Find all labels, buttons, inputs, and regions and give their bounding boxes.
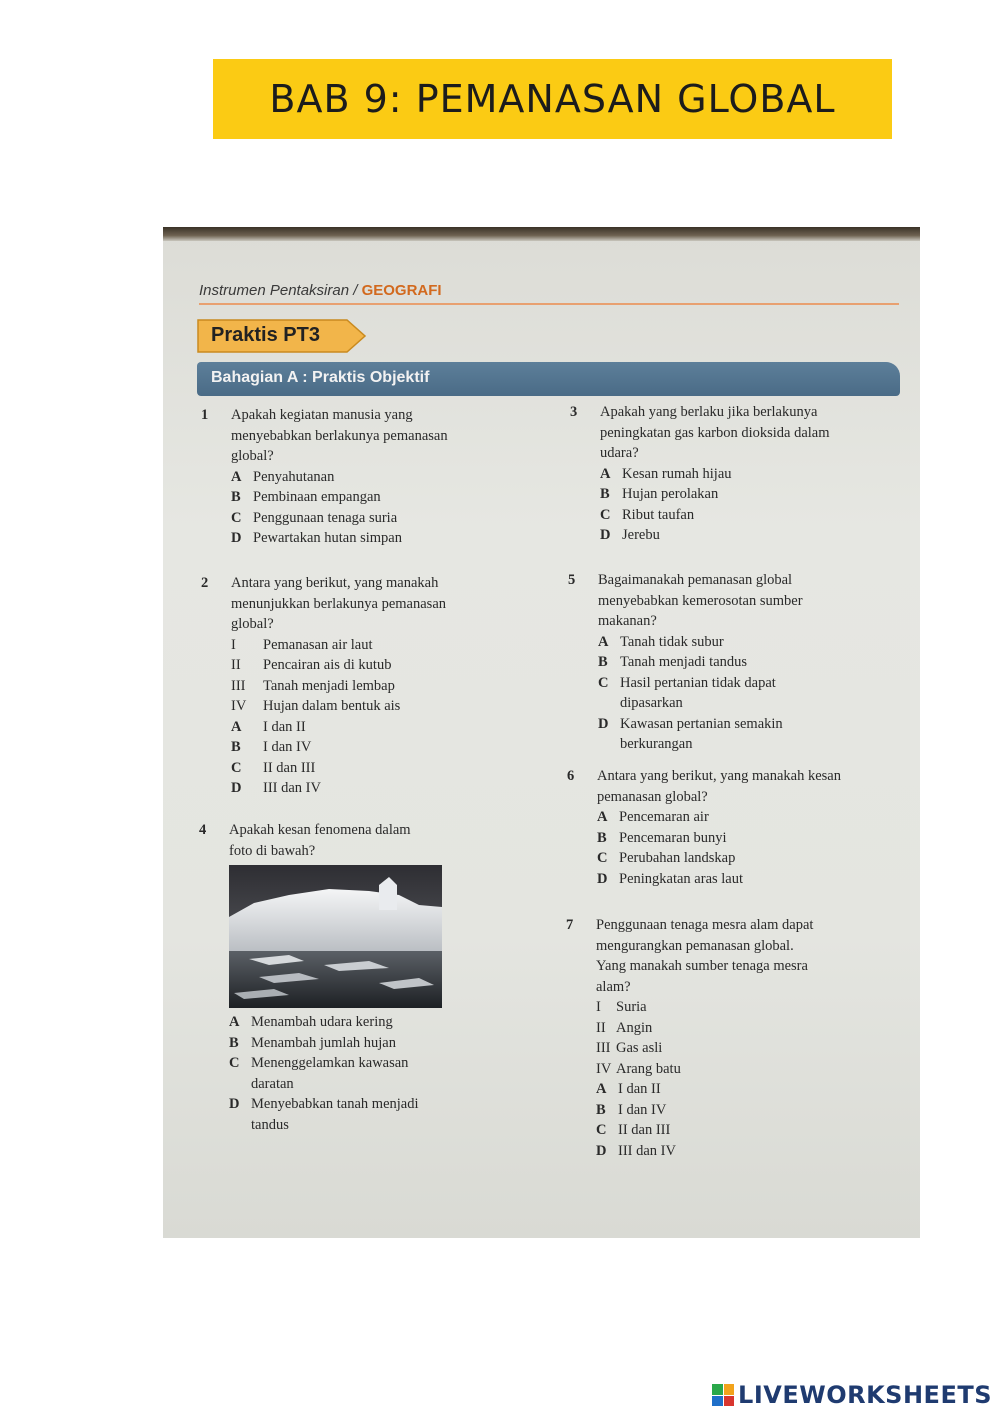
statement-text: Pemanasan air laut [263,636,373,653]
option-c[interactable] [596,1120,896,1141]
question-stem: Penggunaan tenaga mesra alam dapat mengurangkan pemanasan global. Yang manakah sumber tenaga mesra alam? [596,917,814,995]
option-letter: B [597,829,607,846]
option-letter: C [597,850,608,866]
statement-numeral: I [231,636,236,653]
option-text: I dan II [618,1081,661,1097]
option-text: Menambah jumlah hujan [251,1034,396,1051]
option-text: I dan IV [618,1101,667,1118]
praktis-label: Praktis PT3 [211,324,320,346]
question-1 [201,405,531,549]
option-c[interactable] [231,508,531,529]
option-text: II dan III [618,1122,671,1138]
option-letter: B [231,489,241,505]
option-text: III dan IV [618,1142,676,1159]
worksheet-title: BAB 9: PEMANASAN GLOBAL [269,77,836,121]
question-stem: Antara yang berikut, yang manakah menunjukkan berlakunya pemanasan global? [231,575,447,632]
textbook-page-photo [163,227,920,1238]
option-letter: D [231,530,242,546]
option-text: Tanah menjadi tandus [620,654,748,670]
option-d[interactable] [600,525,900,546]
option-d[interactable] [231,778,531,799]
statement-i [231,635,531,656]
option-text: Hasil pertanian tidak dapat dipasarkan [620,674,776,711]
option-letter: A [598,633,609,650]
option-a[interactable] [596,1079,896,1100]
option-b[interactable] [600,484,900,505]
option-d[interactable] [596,1141,896,1162]
option-letter: B [600,486,610,502]
option-a[interactable] [231,717,531,738]
option-letter: D [598,715,609,732]
option-d[interactable] [597,869,897,890]
statement-numeral: I [596,999,601,1015]
statement-numeral: III [231,677,246,694]
question-number: 2 [201,575,209,591]
question-stem: Apakah kegiatan manusia yang menyebabkan berlakunya pemanasan global? [231,407,448,464]
running-header [199,282,442,299]
option-text: Menambah udara kering [251,1014,393,1030]
option-text: Menenggelamkan kawasan daratan [251,1055,409,1092]
question-2 [201,573,531,799]
praktis-tag [197,319,367,353]
option-text: Perubahan landskap [619,850,736,866]
statement-text: Gas asli [616,1040,663,1056]
option-letter: C [229,1055,240,1071]
option-text: Pencemaran bunyi [619,829,727,846]
statement-numeral: II [596,1019,606,1036]
option-text: Ribut taufan [622,506,695,523]
statement-text: Arang batu [616,1060,681,1077]
option-letter: A [600,465,611,482]
question-stem: Antara yang berikut, yang manakah kesan pemanasan global? [597,768,841,805]
option-text: Menyebabkan tanah menjadi tandus [251,1096,419,1133]
option-letter: C [596,1122,607,1138]
glacier-photo [229,865,442,1008]
option-d[interactable] [231,528,531,549]
option-c[interactable] [597,848,897,869]
option-d[interactable] [229,1094,529,1135]
statement-iv [231,696,531,717]
option-text: Kawasan pertanian semakin berkurangan [620,715,783,752]
statement-iii [231,676,531,697]
option-text: I dan IV [263,739,312,755]
option-letter: A [231,718,242,735]
section-bar [197,362,900,396]
option-letter: D [597,870,608,887]
statement-text: Hujan dalam bentuk ais [263,698,401,714]
brand-name: LIVEWORKSHEETS [738,1381,992,1409]
question-6 [567,766,897,889]
statement-numeral: IV [596,1060,612,1077]
question-4 [199,820,529,1135]
option-letter: B [598,654,608,670]
option-letter: C [231,759,242,776]
question-number: 6 [567,768,575,784]
option-letter: C [598,674,609,691]
question-stem: Apakah yang berlaku jika berlakunya peningkatan gas karbon dioksida dalam udara? [600,404,830,461]
option-c[interactable] [231,758,531,779]
option-letter: C [231,509,242,526]
question-number: 7 [566,917,574,933]
option-text: Pewartakan hutan simpan [253,530,402,546]
statement-numeral: III [596,1040,611,1056]
option-text: Kesan rumah hijau [622,465,732,482]
option-d[interactable] [598,714,898,755]
option-text: I dan II [263,718,306,735]
header-subject: GEOGRAFI [361,282,442,299]
option-a[interactable] [229,1012,529,1033]
statement-iii [596,1038,896,1059]
option-b[interactable] [229,1033,529,1054]
option-text: Jerebu [622,527,660,543]
statement-text: Angin [616,1019,653,1036]
statement-ii [231,655,531,676]
option-letter: B [596,1101,606,1118]
option-text: Penyahutanan [253,468,335,485]
question-3 [570,402,900,546]
option-c[interactable] [600,505,900,526]
option-letter: B [229,1034,239,1051]
statement-text: Pencairan ais di kutub [263,657,392,673]
statement-numeral: II [231,657,241,673]
header-prefix: Instrumen Pentaksiran / [199,282,362,299]
option-letter: D [596,1142,607,1159]
statement-i [596,997,896,1018]
option-b[interactable] [598,652,898,673]
header-rule [199,303,899,305]
title-banner [213,59,892,139]
statement-iv [596,1059,896,1080]
option-c[interactable] [229,1053,529,1094]
option-text: Penggunaan tenaga suria [253,509,398,526]
question-stem: Apakah kesan fenomena dalam foto di bawah? [229,822,411,859]
option-a[interactable] [231,467,531,488]
option-text: II dan III [263,759,316,776]
option-letter: A [229,1014,240,1030]
option-b[interactable] [596,1100,896,1121]
option-letter: A [597,809,608,825]
option-text: Pencemaran air [619,809,709,825]
option-b[interactable] [231,737,531,758]
question-number: 1 [201,407,209,423]
statement-numeral: IV [231,698,247,714]
statement-text: Tanah menjadi lembap [263,677,395,694]
question-5 [568,570,898,755]
option-letter: A [231,468,242,485]
question-number: 4 [199,822,207,838]
option-text: Tanah tidak subur [620,633,724,650]
option-letter: D [600,527,611,543]
section-label: Bahagian A : Praktis Objektif [211,369,430,386]
page-top-edge [163,227,920,241]
option-letter: D [231,780,242,796]
question-7 [566,915,896,1161]
option-text: Hujan perolakan [622,486,719,502]
option-text: Peningkatan aras laut [619,870,744,887]
option-letter: D [229,1096,240,1112]
liveworksheets-logo[interactable] [712,1381,992,1409]
statement-ii [596,1018,896,1039]
statement-text: Suria [616,999,647,1015]
option-text: III dan IV [263,780,321,796]
option-b[interactable] [231,487,531,508]
option-a[interactable] [597,807,897,828]
question-stem: Bagaimanakah pemanasan global menyebabkan kemerosotan sumber makanan? [598,572,803,629]
question-number: 3 [570,404,578,420]
option-letter: A [596,1081,607,1097]
option-a[interactable] [600,464,900,485]
option-letter: B [231,739,241,755]
option-c[interactable] [598,673,898,714]
option-letter: C [600,506,611,523]
question-number: 5 [568,572,576,588]
liveworksheets-logo-icon [712,1384,734,1406]
option-a[interactable] [598,632,898,653]
option-b[interactable] [597,828,897,849]
option-text: Pembinaan empangan [253,489,381,505]
